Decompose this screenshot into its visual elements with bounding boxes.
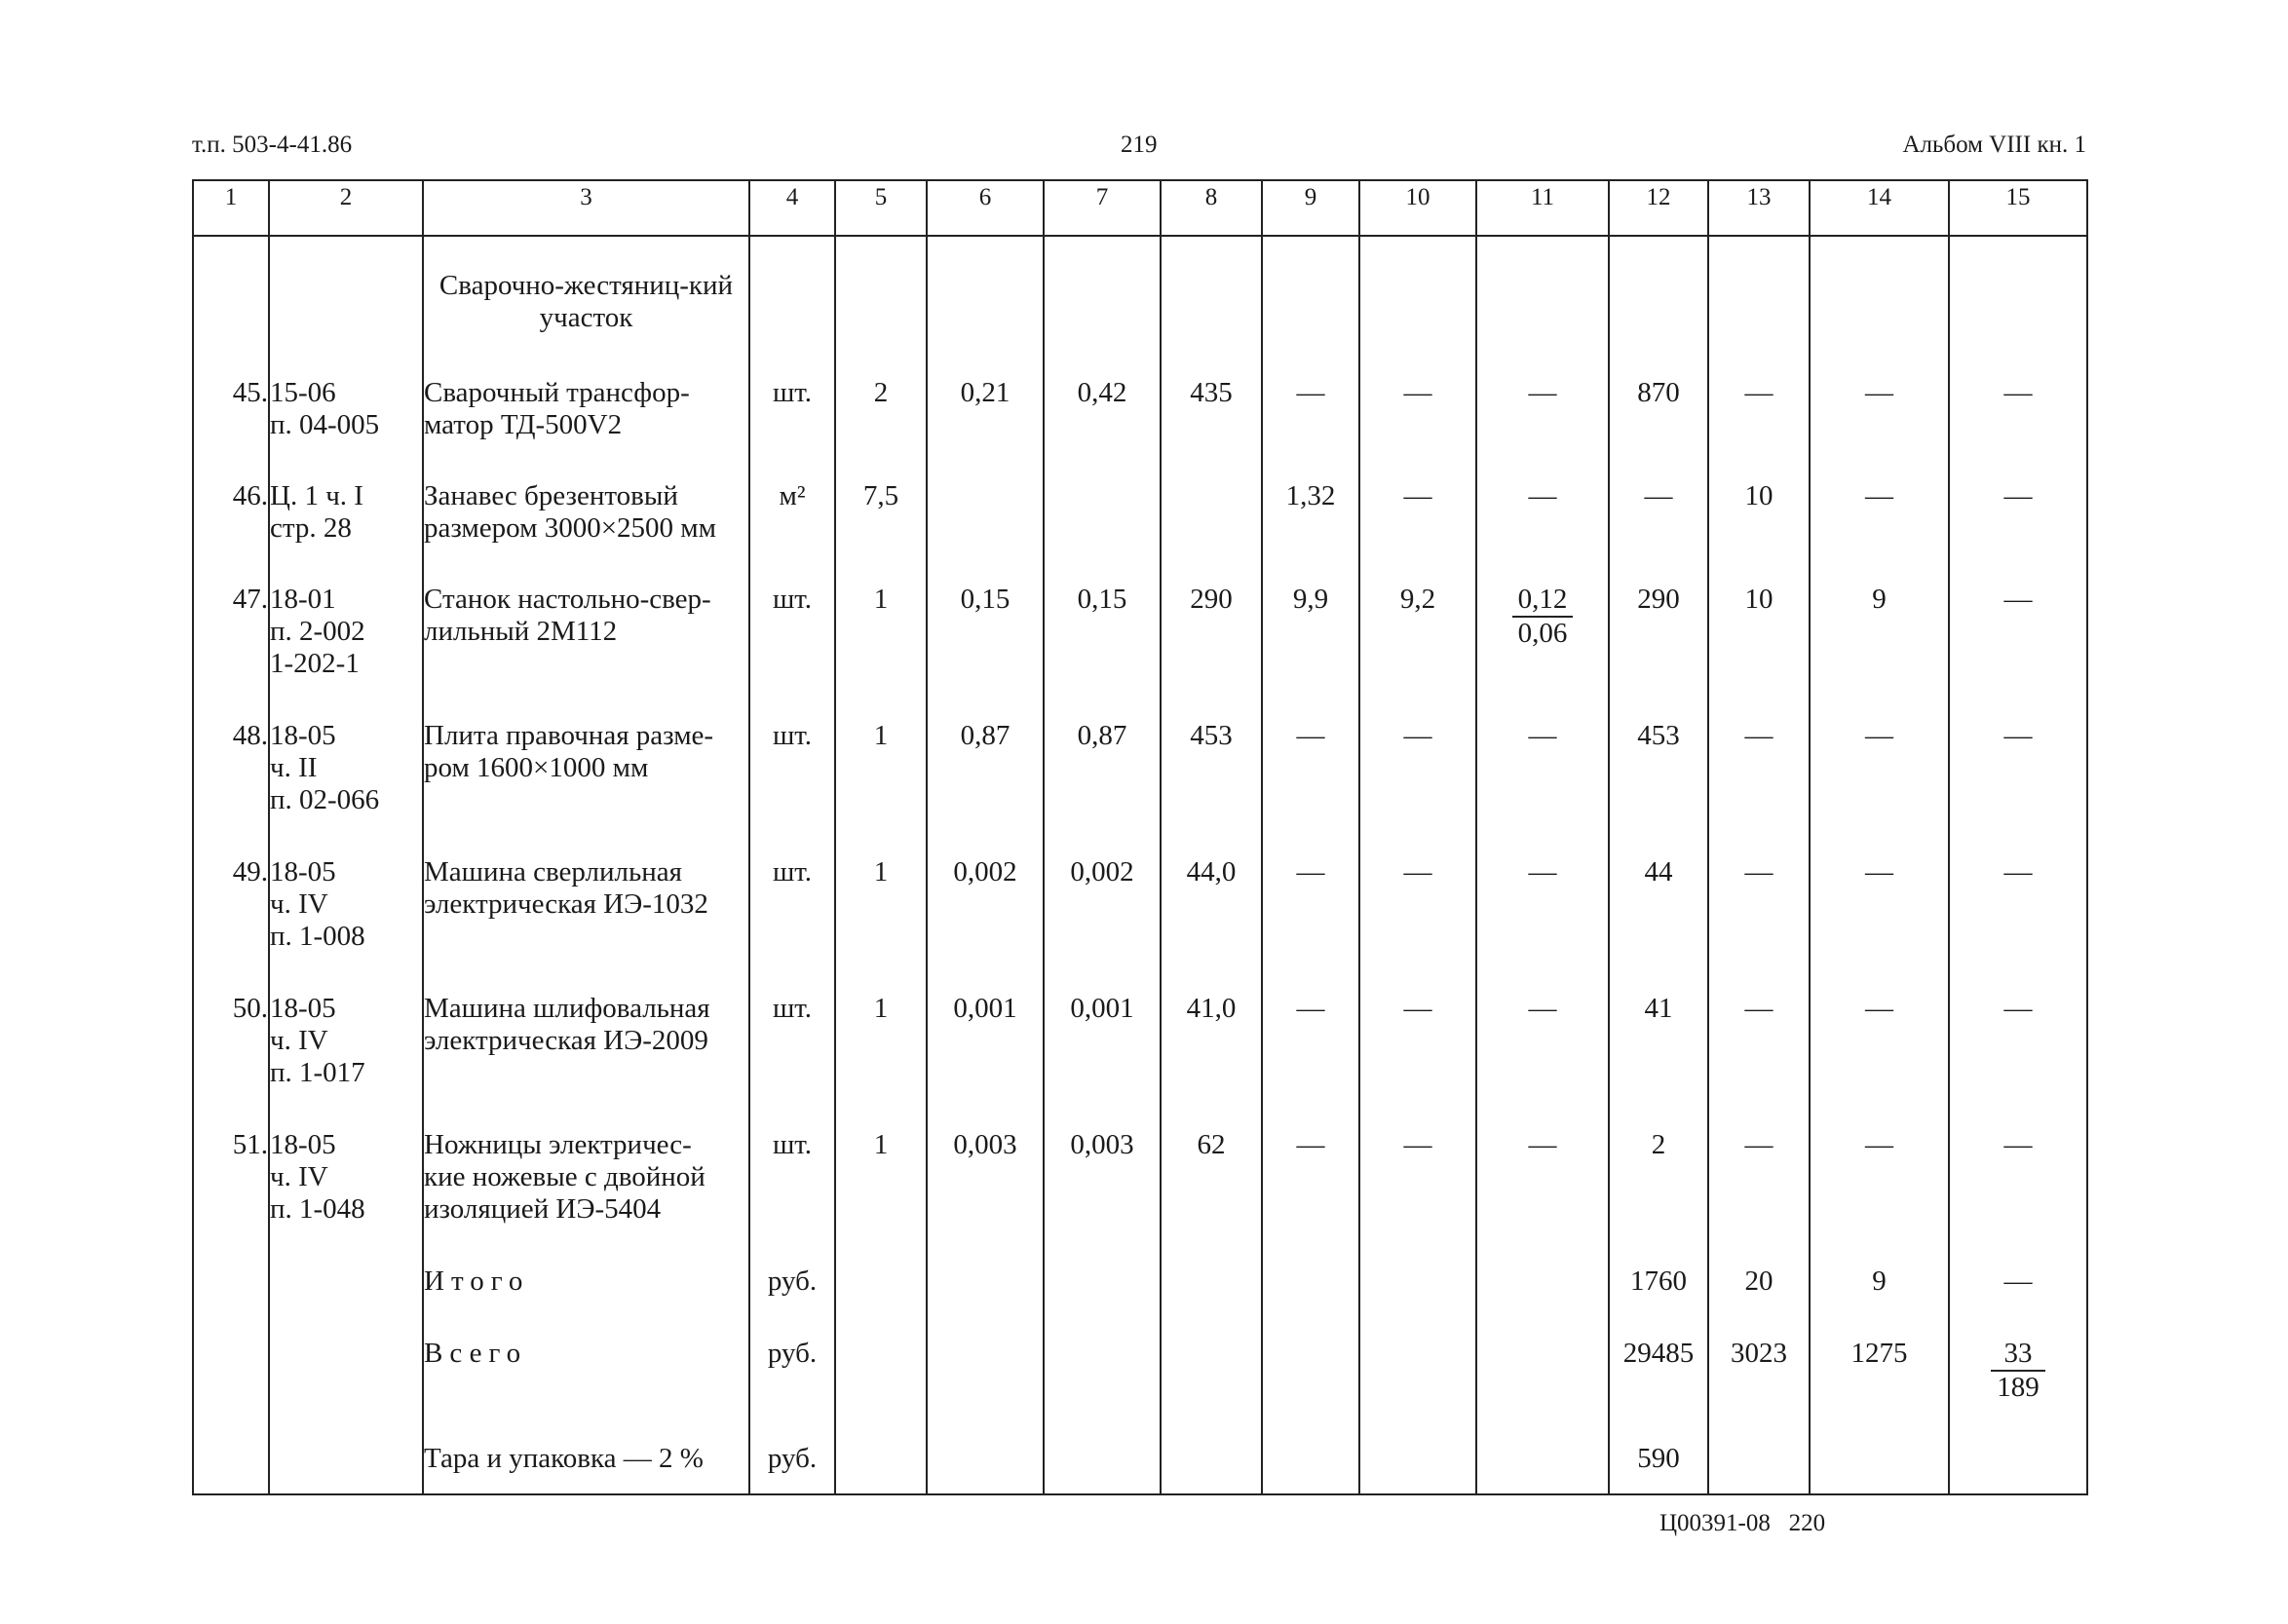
col-header: 13 (1708, 180, 1810, 236)
cell: 0,15 (1044, 584, 1161, 720)
unit: шт. (749, 377, 835, 480)
row-number: 49. (193, 856, 269, 993)
section-row (193, 236, 2087, 377)
price-reference: Ц. 1 ч. I стр. 28 (269, 480, 423, 584)
cell: 1,32 (1262, 480, 1359, 584)
cell: — (1262, 993, 1359, 1129)
cell: — (1949, 993, 2087, 1129)
cell: 20 (1708, 1265, 1810, 1338)
cell: 29485 (1609, 1338, 1708, 1443)
quantity: 1 (835, 720, 927, 856)
cell: — (1262, 377, 1359, 480)
cell: — (1262, 1129, 1359, 1265)
total-row-vsego (193, 1338, 2087, 1443)
cell: — (1262, 720, 1359, 856)
price-reference: 18-05 ч. II п. 02-066 (269, 720, 423, 856)
quantity: 1 (835, 1129, 927, 1265)
cell (1044, 480, 1161, 584)
packaging-label: Тара и упаковка — 2 % (423, 1443, 749, 1494)
unit: руб. (749, 1338, 835, 1443)
cell: — (1949, 480, 2087, 584)
price-reference: 18-05 ч. IV п. 1-048 (269, 1129, 423, 1265)
cell: 0,002 (1044, 856, 1161, 993)
cell: 9,2 (1359, 584, 1476, 720)
col-header: 4 (749, 180, 835, 236)
cell: 44,0 (1161, 856, 1262, 993)
quantity: 1 (835, 856, 927, 993)
item-name: Ножницы электричес- кие ножевые с двойной изоляцией ИЭ-5404 (423, 1129, 749, 1265)
unit: шт. (749, 584, 835, 720)
cell: 9,9 (1262, 584, 1359, 720)
cell: 0,42 (1044, 377, 1161, 480)
fraction-denominator: 189 (1997, 1372, 2040, 1403)
cell: 0,001 (1044, 993, 1161, 1129)
cell: — (1949, 720, 2087, 856)
cell: 453 (1161, 720, 1262, 856)
cell: 290 (1161, 584, 1262, 720)
item-name: Станок настольно-свер- лильный 2М112 (423, 584, 749, 720)
cell: — (1476, 1129, 1609, 1265)
specification-table (192, 179, 2088, 1495)
cell: — (1810, 720, 1949, 856)
table-row (193, 856, 2087, 993)
cell: 3023 (1708, 1338, 1810, 1443)
cell: — (1476, 377, 1609, 480)
footer-code: Ц00391-08 220 (1659, 1510, 1826, 1536)
fraction-denominator: 0,06 (1517, 618, 1568, 649)
price-reference: 18-01 п. 2-002 1-202-1 (269, 584, 423, 720)
item-name: Машина шлифовальная электрическая ИЭ-2009 (423, 993, 749, 1129)
fraction-numerator: 33 (1991, 1338, 2045, 1372)
total-label: Итого (423, 1265, 749, 1338)
cell (1161, 480, 1262, 584)
cell: — (1810, 1129, 1949, 1265)
cell: — (1476, 993, 1609, 1129)
row-number: 50. (193, 993, 269, 1129)
col-header: 8 (1161, 180, 1262, 236)
cell: 44 (1609, 856, 1708, 993)
price-reference: 18-05 ч. IV п. 1-008 (269, 856, 423, 993)
cell: — (1810, 377, 1949, 480)
unit: шт. (749, 993, 835, 1129)
page-number: 219 (1121, 132, 1158, 158)
cell: — (1262, 856, 1359, 993)
cell: — (1949, 584, 2087, 720)
cell: 0,87 (1044, 720, 1161, 856)
unit: шт. (749, 1129, 835, 1265)
quantity: 1 (835, 993, 927, 1129)
col-header: 5 (835, 180, 927, 236)
cell: — (1708, 856, 1810, 993)
cell: 453 (1609, 720, 1708, 856)
album-label: Альбом VIII кн. 1 (1902, 132, 2086, 158)
cell: 1275 (1810, 1338, 1949, 1443)
cell: — (1359, 480, 1476, 584)
cell: — (1359, 993, 1476, 1129)
cell: — (1708, 377, 1810, 480)
table-row (193, 720, 2087, 856)
table-row (193, 1129, 2087, 1265)
cell: — (1476, 720, 1609, 856)
cell: 10 (1708, 480, 1810, 584)
col-header: 14 (1810, 180, 1949, 236)
table-row (193, 584, 2087, 720)
document-code: т.п. 503-4-41.86 (192, 132, 353, 158)
col-header: 9 (1262, 180, 1359, 236)
cell: 0,003 (1044, 1129, 1161, 1265)
row-number: 46. (193, 480, 269, 584)
item-name: Сварочный трансфор- матор ТД-500V2 (423, 377, 749, 480)
unit: м² (749, 480, 835, 584)
col-header: 15 (1949, 180, 2087, 236)
fraction-cell (1949, 1338, 2087, 1443)
cell: — (1359, 856, 1476, 993)
cell: 10 (1708, 584, 1810, 720)
price-reference: 15-06 п. 04-005 (269, 377, 423, 480)
cell: — (1810, 480, 1949, 584)
row-number: 47. (193, 584, 269, 720)
unit: руб. (749, 1265, 835, 1338)
fraction-cell (1476, 584, 1609, 720)
cell: — (1708, 720, 1810, 856)
cell: 0,15 (927, 584, 1044, 720)
unit: руб. (749, 1443, 835, 1494)
cell: — (1949, 377, 2087, 480)
quantity: 2 (835, 377, 927, 480)
col-header: 10 (1359, 180, 1476, 236)
cell: — (1476, 480, 1609, 584)
cell: — (1949, 856, 2087, 993)
cell: 2 (1609, 1129, 1708, 1265)
cell: 41,0 (1161, 993, 1262, 1129)
cell: — (1810, 856, 1949, 993)
cell: — (1359, 1129, 1476, 1265)
cell: 290 (1609, 584, 1708, 720)
cell: 0,87 (927, 720, 1044, 856)
cell: — (1810, 993, 1949, 1129)
cell: — (1708, 1129, 1810, 1265)
cell: 0,002 (927, 856, 1044, 993)
grand-total-label: Всего (423, 1338, 749, 1443)
col-header: 3 (423, 180, 749, 236)
col-header: 7 (1044, 180, 1161, 236)
cell (927, 480, 1044, 584)
cell: 0,001 (927, 993, 1044, 1129)
cell: 41 (1609, 993, 1708, 1129)
cell: 435 (1161, 377, 1262, 480)
cell: 870 (1609, 377, 1708, 480)
row-number: 51. (193, 1129, 269, 1265)
quantity: 1 (835, 584, 927, 720)
unit: шт. (749, 720, 835, 856)
section-title: Сварочно-жестяниц-кий участок (423, 236, 749, 377)
cell: — (1476, 856, 1609, 993)
cell: 62 (1161, 1129, 1262, 1265)
cell: 0,21 (927, 377, 1044, 480)
table-row (193, 480, 2087, 584)
cell: 590 (1609, 1443, 1708, 1494)
packaging-row (193, 1443, 2087, 1494)
item-name: Занавес брезентовый размером 3000×2500 мм (423, 480, 749, 584)
cell: — (1949, 1129, 2087, 1265)
col-header: 1 (193, 180, 269, 236)
total-row-itogo (193, 1265, 2087, 1338)
cell: 9 (1810, 584, 1949, 720)
row-number: 45. (193, 377, 269, 480)
column-number-row (193, 180, 2087, 236)
col-header: 2 (269, 180, 423, 236)
cell: — (1949, 1265, 2087, 1338)
cell: — (1359, 720, 1476, 856)
unit: шт. (749, 856, 835, 993)
col-header: 11 (1476, 180, 1609, 236)
price-reference: 18-05 ч. IV п. 1-017 (269, 993, 423, 1129)
table-row (193, 993, 2087, 1129)
col-header: 6 (927, 180, 1044, 236)
cell: — (1359, 377, 1476, 480)
cell: 9 (1810, 1265, 1949, 1338)
item-name: Плита правочная разме- ром 1600×1000 мм (423, 720, 749, 856)
fraction-numerator: 0,12 (1512, 584, 1574, 618)
table-row (193, 377, 2087, 480)
quantity: 7,5 (835, 480, 927, 584)
cell: 1760 (1609, 1265, 1708, 1338)
item-name: Машина сверлильная электрическая ИЭ-1032 (423, 856, 749, 993)
col-header: 12 (1609, 180, 1708, 236)
cell: 0,003 (927, 1129, 1044, 1265)
cell: — (1609, 480, 1708, 584)
row-number: 48. (193, 720, 269, 856)
cell: — (1708, 993, 1810, 1129)
